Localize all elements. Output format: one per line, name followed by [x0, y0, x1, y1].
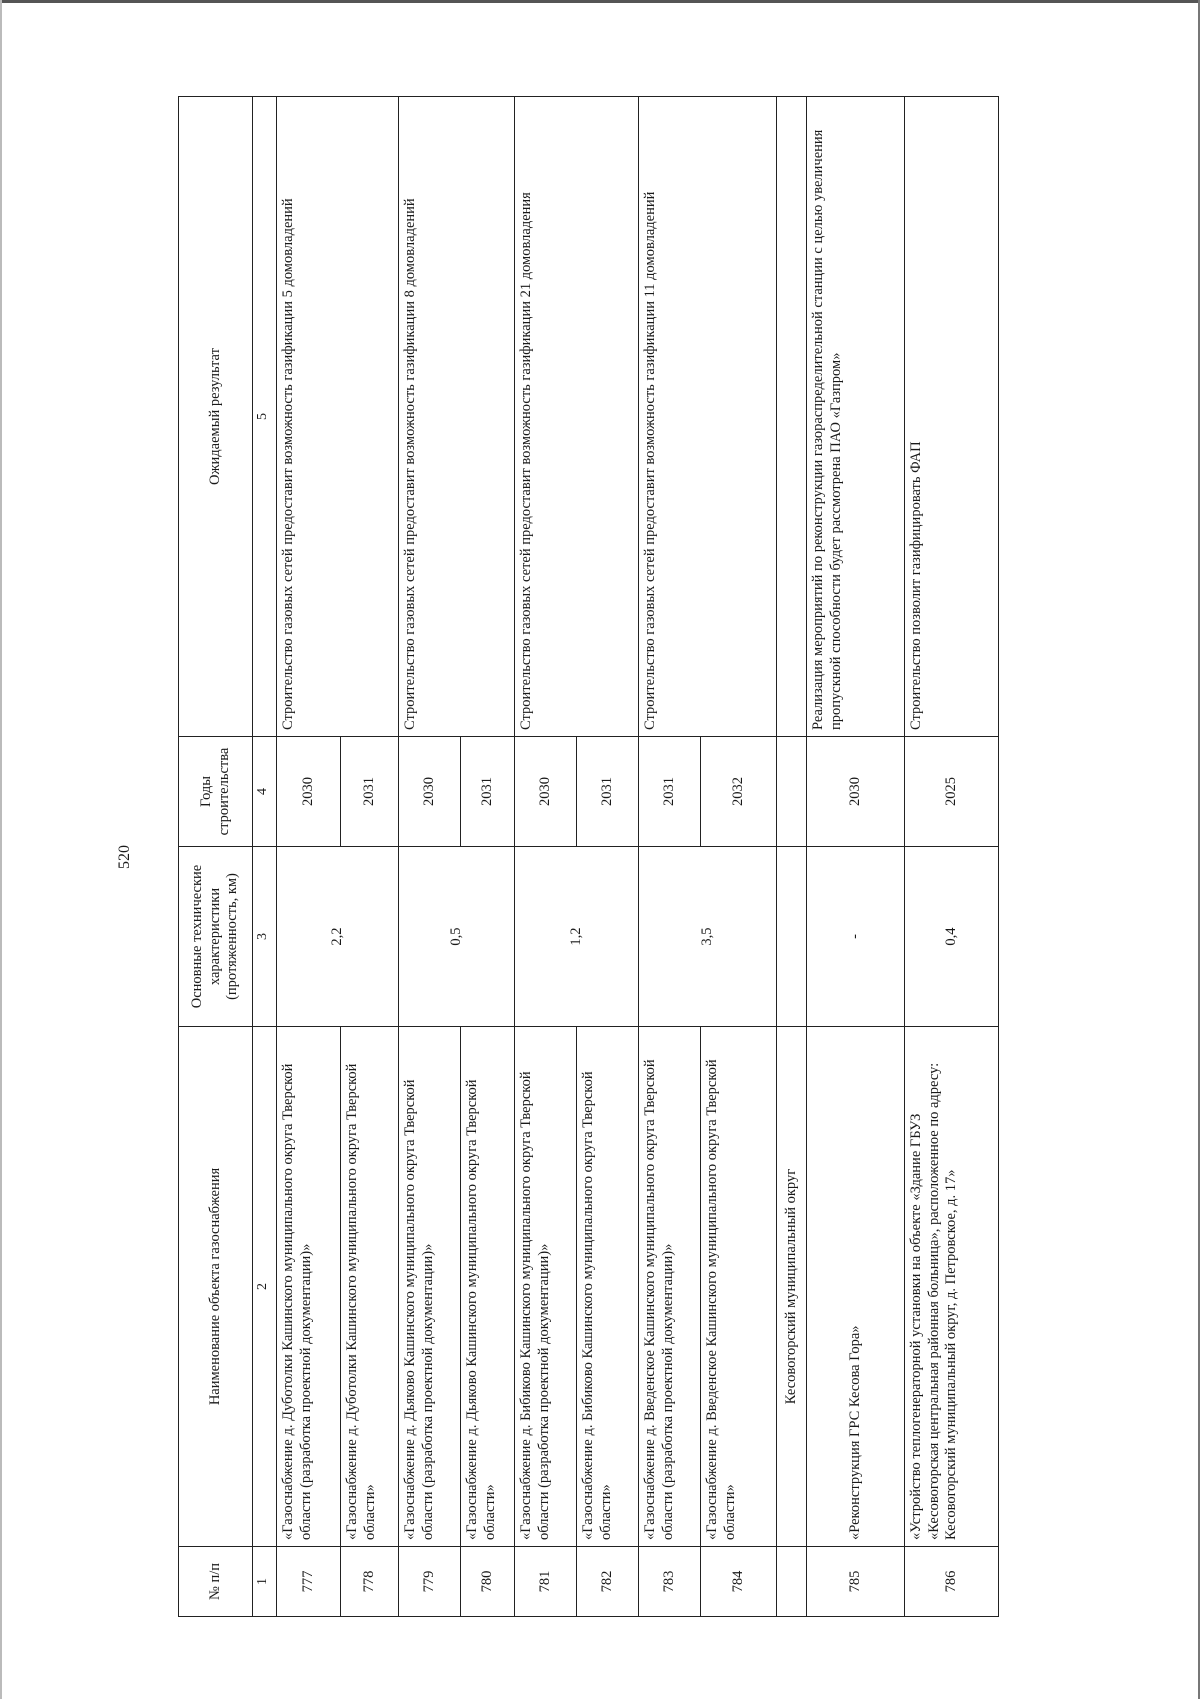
length-km: 2,2 [277, 847, 399, 1027]
section-num-empty [777, 1547, 807, 1617]
row-number: 780 [461, 1547, 515, 1617]
col-index: 2 [253, 1027, 277, 1547]
header-length: Основные технические характеристики (протяженность, км) [179, 847, 253, 1027]
col-index: 5 [253, 97, 277, 737]
expected-result: Строительство позволит газифицировать ФАП [905, 97, 999, 737]
page-number: 520 [116, 845, 133, 869]
length-km: 1,2 [515, 847, 639, 1027]
build-year: 2031 [577, 737, 639, 847]
build-year: 2031 [341, 737, 399, 847]
rotated-page [116, 97, 1078, 1617]
expected-result: Строительство газовых сетей предоставит возможность газификации 5 домовладений [277, 97, 399, 737]
object-name: «Устройство теплогенераторной установки на объекте «Здание ГБУЗ «Кесовогорская центральная районная больница», расположенное по адресу: Кесовогорский муниципальный округ, д. Петровское, д. 17» [905, 1027, 999, 1547]
length-km: 0,5 [399, 847, 515, 1027]
object-name: «Газоснабжение д. Бибиково Кашинского муниципального округа Тверской области (разработка проектной документации)» [515, 1027, 577, 1547]
build-year: 2030 [515, 737, 577, 847]
build-year: 2025 [905, 737, 999, 847]
row-number: 783 [639, 1547, 701, 1617]
row-number: 785 [807, 1547, 905, 1617]
table-row [807, 97, 905, 1617]
row-number: 786 [905, 1547, 999, 1617]
table-row [399, 97, 461, 1617]
table-row [515, 97, 577, 1617]
header-row [179, 97, 253, 1617]
table-row [277, 97, 341, 1617]
col-index: 3 [253, 847, 277, 1027]
section-empty [777, 97, 807, 737]
section-title: Кесовогорский муниципальный округ [777, 1027, 807, 1547]
object-name: «Газоснабжение д. Введенское Кашинского муниципального округа Тверской области» [701, 1027, 777, 1547]
row-number: 777 [277, 1547, 341, 1617]
col-index: 1 [253, 1547, 277, 1617]
object-name: «Газоснабжение д. Введенское Кашинского муниципального округа Тверской области (разработка проектной документации)» [639, 1027, 701, 1547]
expected-result: Реализация мероприятий по реконструкции газораспределительной станции с целью увеличения пропускной способности будет рассмотрена ПАО «Газпром» [807, 97, 905, 737]
object-name: «Газоснабжение д. Бибиково Кашинского муниципального округа Тверской области» [577, 1027, 639, 1547]
length-km: 3,5 [639, 847, 777, 1027]
build-year: 2031 [639, 737, 701, 847]
length-km: - [807, 847, 905, 1027]
section-empty [777, 737, 807, 847]
table-row [639, 97, 701, 1617]
header-name: Наименование объекта газоснабжения [179, 1027, 253, 1547]
scan-top-edge [0, 0, 1200, 3]
section-row [777, 97, 807, 1617]
object-name: «Газоснабжение д. Дуботолки Кашинского муниципального округа Тверской области (разработка проектной документации)» [277, 1027, 341, 1547]
expected-result: Строительство газовых сетей предоставит возможность газификации 8 домовладений [399, 97, 515, 737]
object-name: «Реконструкция ГРС Кесова Гора» [807, 1027, 905, 1547]
object-name: «Газоснабжение д. Дуботолки Кашинского муниципального округа Тверской области» [341, 1027, 399, 1547]
section-empty [777, 847, 807, 1027]
row-number: 778 [341, 1547, 399, 1617]
header-result: Ожидаемый результат [179, 97, 253, 737]
build-year: 2030 [277, 737, 341, 847]
gas-supply-table [178, 96, 999, 1617]
row-number: 782 [577, 1547, 639, 1617]
build-year: 2031 [461, 737, 515, 847]
expected-result: Строительство газовых сетей предоставит возможность газификации 21 домовладения [515, 97, 639, 737]
scan-left-edge [0, 0, 2, 1699]
header-years: Годы строительства [179, 737, 253, 847]
object-name: «Газоснабжение д. Дьяково Кашинского муниципального округа Тверской области (разработка проектной документации)» [399, 1027, 461, 1547]
build-year: 2030 [807, 737, 905, 847]
row-number: 784 [701, 1547, 777, 1617]
header-num: № п/п [179, 1547, 253, 1617]
object-name: «Газоснабжение д. Дьяково Кашинского муниципального округа Тверской области» [461, 1027, 515, 1547]
row-number: 781 [515, 1547, 577, 1617]
row-number: 779 [399, 1547, 461, 1617]
table-row [905, 97, 999, 1617]
expected-result: Строительство газовых сетей предоставит возможность газификации 11 домовладений [639, 97, 777, 737]
col-index: 4 [253, 737, 277, 847]
build-year: 2030 [399, 737, 461, 847]
length-km: 0,4 [905, 847, 999, 1027]
column-index-row [253, 97, 277, 1617]
build-year: 2032 [701, 737, 777, 847]
